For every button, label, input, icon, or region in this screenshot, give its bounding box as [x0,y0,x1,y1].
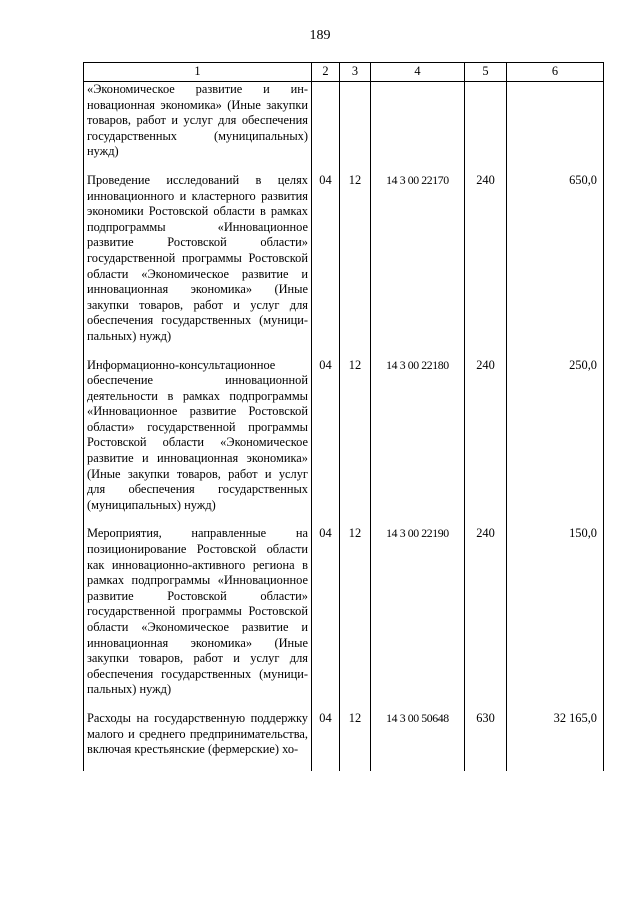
row-vr: 240 [465,173,507,358]
column-header-description: 1 [84,63,312,82]
column-header-csr: 4 [371,63,465,82]
row-pr [340,82,371,173]
row-amount: 32 165,0 [507,711,604,771]
column-header-amount: 6 [507,63,604,82]
row-csr: 14 3 00 50648 [371,711,465,771]
row-amount: 250,0 [507,358,604,527]
row-pr: 12 [340,711,371,771]
row-vr: 240 [465,526,507,711]
row-rz: 04 [312,173,340,358]
row-pr: 12 [340,358,371,527]
row-rz [312,82,340,173]
row-vr: 240 [465,358,507,527]
table-header-row [84,63,604,82]
page-number: 189 [309,28,331,43]
row-amount: 650,0 [507,173,604,358]
row-rz: 04 [312,526,340,711]
budget-table [83,62,604,771]
row-csr [371,82,465,173]
row-csr: 14 3 00 22180 [371,358,465,527]
row-description: «Экономическое развитие и инновационная экономика» (Иные закупки товаров, работ и услуг для обеспечения государственных (муниципальных) нужд) [84,82,312,173]
row-csr: 14 3 00 22170 [371,173,465,358]
row-pr: 12 [340,526,371,711]
row-rz: 04 [312,711,340,771]
table-row [84,358,604,527]
row-rz: 04 [312,358,340,527]
column-header-rz: 2 [312,63,340,82]
column-header-pr: 3 [340,63,371,82]
row-description: Информационно-консультационное обеспечение инновационной деятельности в рамках подпрограммы «Инновационное развитие Ростовской области» государственной программы Ростовской области «Экономическое развитие и инновационная экономика» (Иные закупки товаров, работ и услуг для обеспечения государственных (муниципальных) нужд) [84,358,312,527]
table-row [84,82,604,173]
row-description: Мероприятия, направленные на позиционирование Ростовской области как инновационно-активного региона в рамках подпрограммы «Инновационное развитие Ростовской области» государственной программы Ростовской области «Экономическое развитие и инновационная экономика» (Иные закупки товаров, работ и услуг для обеспечения государственных (муниципальных) нужд) [84,526,312,711]
table-row [84,711,604,771]
row-vr [465,82,507,173]
row-csr: 14 3 00 22190 [371,526,465,711]
table-row [84,526,604,711]
row-amount: 150,0 [507,526,604,711]
row-vr: 630 [465,711,507,771]
row-pr: 12 [340,173,371,358]
table-row [84,173,604,358]
column-header-vr: 5 [465,63,507,82]
row-description: Расходы на государственную поддержку малого и среднего предпринимательства, включая крестьянские (фермерские) хо- [84,711,312,771]
row-amount [507,82,604,173]
row-description: Проведение исследований в целях инновационного и кластерного развития экономики Ростовской области в рамках подпрограммы «Инновационное развитие Ростовской области» государственной программы Ростовской области «Экономическое развитие и инновационная экономика» (Иные закупки товаров, работ и услуг для обеспечения государственных (муниципальных) нужд) [84,173,312,358]
